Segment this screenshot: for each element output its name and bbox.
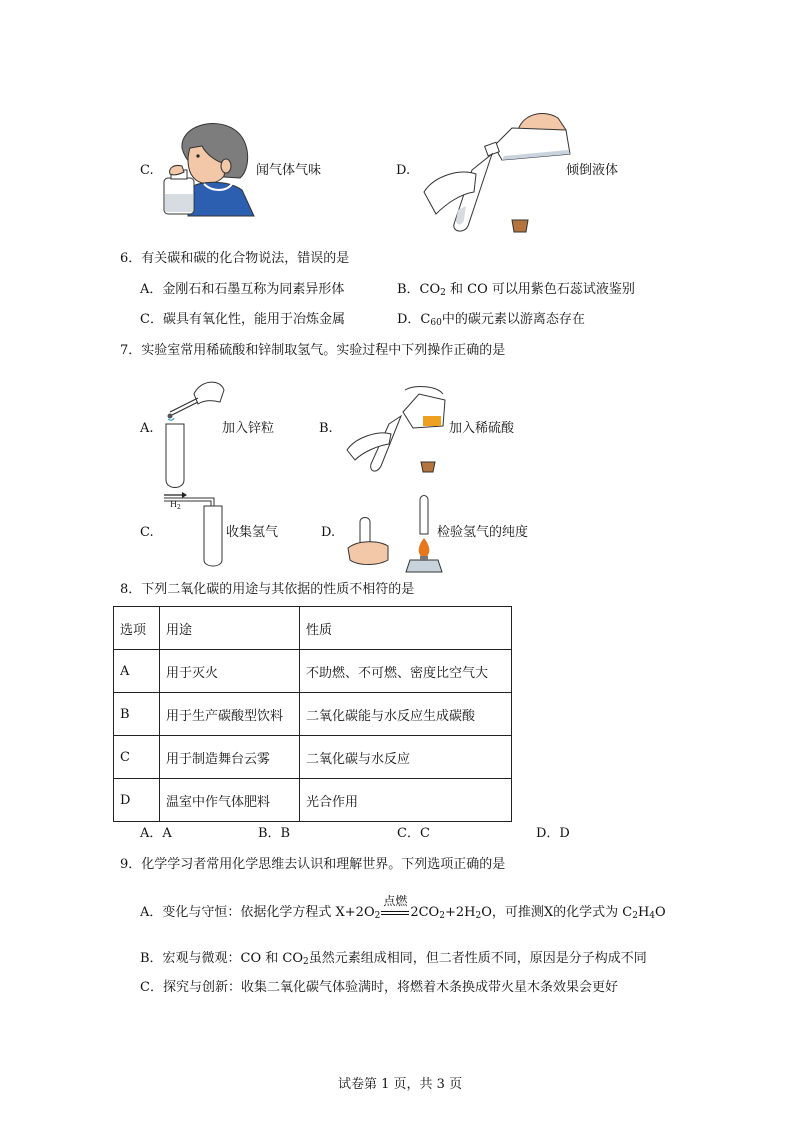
- q6-option-a: A．金刚石和石墨互称为同素异形体: [140, 282, 345, 297]
- table-cell: 二氧化碳能与水反应生成碳酸: [300, 693, 512, 736]
- q8-option-d: D．D: [536, 826, 570, 841]
- q8-table: [113, 606, 512, 822]
- table-header-cell: 选项: [114, 607, 160, 650]
- h2-gas-label: $H_2$: [170, 500, 181, 511]
- table-cell: 二氧化碳与水反应: [300, 736, 512, 779]
- q9-option-b: B．宏观与微观：CO 和 $CO_2$虽然元素组成相同，但二者性质不同，原因是分子构成不同: [140, 951, 647, 967]
- q8-option-a: A．A: [140, 826, 172, 841]
- table-row: [114, 779, 512, 822]
- q9-stem: 9．化学学习者常用化学思维去认识和理解世界。下列选项正确的是: [120, 857, 506, 872]
- table-cell: 用于灭火: [160, 650, 300, 693]
- q5-option-d-caption: 倾倒液体: [566, 163, 619, 178]
- table-cell: 光合作用: [300, 779, 512, 822]
- q7-option-b-caption: 加入稀硫酸: [449, 421, 515, 436]
- q7-option-a-letter: A.: [140, 421, 154, 436]
- reaction-condition: 点燃: [383, 894, 408, 908]
- q7-option-c-letter: C.: [140, 525, 154, 540]
- q6-option-c: C．碳具有氧化性，能用于冶炼金属: [140, 312, 345, 327]
- q5-option-c-letter: C.: [140, 163, 154, 178]
- q7-option-d-caption: 检验氢气的纯度: [437, 525, 529, 540]
- q8-stem: 8．下列二氧化碳的用途与其依据的性质不相符的是: [120, 582, 415, 597]
- q7-option-c-caption: 收集氢气: [226, 525, 279, 540]
- q7-option-b-letter: B.: [319, 421, 333, 436]
- table-row: [114, 693, 512, 736]
- table-cell: C: [114, 736, 160, 779]
- table-cell: 用于制造舞台云雾: [160, 736, 300, 779]
- table-row: [114, 736, 512, 779]
- table-cell: D: [114, 779, 160, 822]
- smelling-gas-illustration: [160, 118, 260, 218]
- pouring-liquid-illustration: [420, 108, 590, 238]
- q7-stem: 7．实验室常用稀硫酸和锌制取氢气。实验过程中下列操作正确的是: [120, 343, 506, 358]
- q7-option-d-letter: D.: [321, 525, 336, 540]
- q5-option-c-caption: 闻气体气味: [256, 163, 322, 178]
- q7-option-a-caption: 加入锌粒: [222, 421, 275, 436]
- table-header-cell: 用途: [160, 607, 300, 650]
- testing-hydrogen-purity-illustration: [344, 494, 444, 574]
- q8-option-b: B．B: [258, 826, 291, 841]
- table-header-row: [114, 607, 512, 650]
- table-cell: B: [114, 693, 160, 736]
- q5-option-d-letter: D.: [396, 163, 411, 178]
- table-row: [114, 650, 512, 693]
- q6-option-d: D．$C_{60}$中的碳元素以游离态存在: [397, 312, 585, 328]
- table-cell: 不助燃、不可燃、密度比空气大: [300, 650, 512, 693]
- q9-option-a: A．变化与守恒：依据化学方程式 $X+2O_2$ 点燃 $2CO_2+2H_2O$，可推测X的化学式为 $C_2H_4O$: [140, 894, 666, 921]
- table-cell: 温室中作气体肥料: [160, 779, 300, 822]
- table-header-cell: 性质: [300, 607, 512, 650]
- adding-zinc-illustration: [158, 372, 228, 490]
- q6-stem: 6．有关碳和碳的化合物说法，错误的是: [120, 251, 350, 266]
- q8-option-c: C．C: [397, 826, 430, 841]
- q9-option-c: C．探究与创新：收集二氧化碳气体验满时，将燃着木条换成带火星木条效果会更好: [140, 980, 618, 995]
- page-footer: 试卷第 1 页，共 3 页: [338, 1077, 463, 1092]
- q6-option-b: B．$CO_2$ 和 CO 可以用紫色石蕊试液鉴别: [397, 282, 635, 298]
- adding-sulfuric-acid-illustration: [345, 384, 451, 476]
- table-cell: A: [114, 650, 160, 693]
- table-cell: 用于生产碳酸型饮料: [160, 693, 300, 736]
- reaction-arrow: [380, 894, 410, 921]
